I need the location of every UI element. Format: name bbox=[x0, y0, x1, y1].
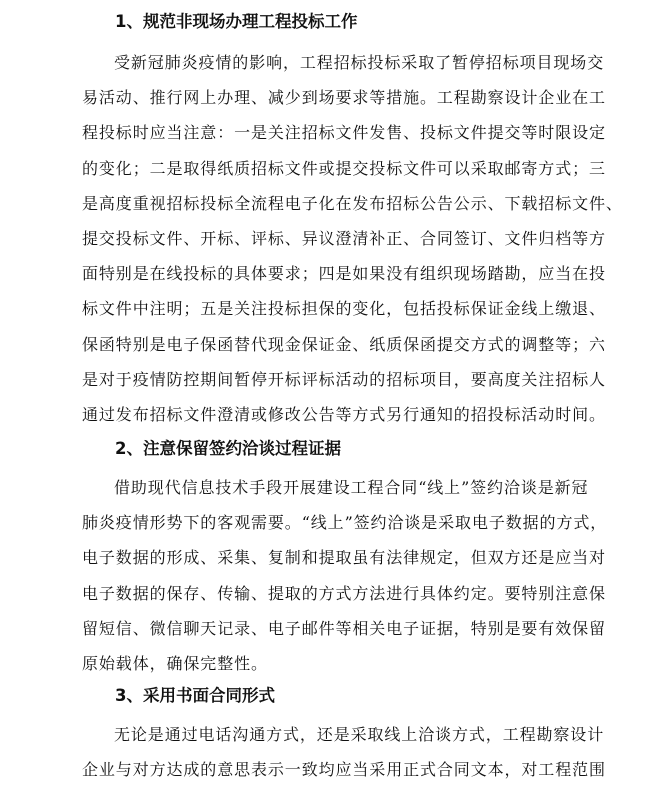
paragraph-line: 留短信、微信聊天记录、电子邮件等相关电子证据，特别是要有效保留 bbox=[82, 618, 606, 638]
paragraph-line: 程投标时应当注意：一是关注招标文件发售、投标文件提交等时限设定 bbox=[82, 123, 606, 143]
section-heading-2: 2、注意保留签约洽谈过程证据 bbox=[115, 439, 341, 458]
paragraph-line: 企业与对方达成的意思表示一致均应当采用正式合同文本，对工程范围 bbox=[82, 760, 606, 780]
paragraph-line: 电子数据的保存、传输、提取的方式方法进行具体约定。要特别注意保 bbox=[82, 583, 606, 603]
paragraph-line: 易活动、推行网上办理、减少到场要求等措施。工程勘察设计企业在工 bbox=[82, 88, 606, 108]
paragraph-line: 无论是通过电话沟通方式，还是采取线上洽谈方式，工程勘察设计 bbox=[114, 725, 605, 744]
section-paragraph-2 bbox=[82, 470, 608, 681]
paragraph-line: 通过发布招标文件澄清或修改公告等方式另行通知的招投标活动时间。 bbox=[82, 405, 606, 425]
paragraph-line: 是对于疫情防控期间暂停开标评标活动的招标项目，要高度关注招标人 bbox=[82, 369, 606, 389]
paragraph-line: 原始载体，确保完整性。 bbox=[82, 654, 268, 674]
section-heading-1: 1、规范非现场办理工程投标工作 bbox=[115, 12, 358, 31]
paragraph-line: 受新冠肺炎疫情的影响，工程招标投标采取了暂停招标项目现场交 bbox=[114, 53, 605, 72]
paragraph-line: 肺炎疫情形势下的客观需要。“线上”签约洽谈是采取电子数据的方式， bbox=[82, 513, 608, 533]
paragraph-line: 提交投标文件、开标、评标、异议澄清补正、合同签订、文件归档等方 bbox=[82, 229, 606, 249]
paragraph-line: 借助现代信息技术手段开展建设工程合同“线上”签约洽谈是新冠 bbox=[114, 478, 589, 497]
section-heading-3: 3、采用书面合同形式 bbox=[115, 686, 275, 705]
paragraph-line: 是高度重视招标投标全流程电子化在发布招标公告公示、下载招标文件、 bbox=[82, 193, 623, 213]
paragraph-line: 面特别是在线投标的具体要求；四是如果没有组织现场踏勘，应当在投 bbox=[82, 264, 606, 284]
paragraph-line: 保函特别是电子保函替代现金保证金、纸质保函提交方式的调整等；六 bbox=[82, 334, 606, 354]
paragraph-line: 电子数据的形成、采集、复制和提取虽有法律规定，但双方还是应当对 bbox=[82, 548, 606, 568]
paragraph-line: 标文件中注明；五是关注投标担保的变化，包括投标保证金线上缴退、 bbox=[82, 299, 606, 319]
section-paragraph-1 bbox=[82, 45, 623, 432]
section-paragraph-3 bbox=[82, 717, 606, 787]
paragraph-line: 的变化；二是取得纸质招标文件或提交投标文件可以采取邮寄方式；三 bbox=[82, 158, 606, 178]
